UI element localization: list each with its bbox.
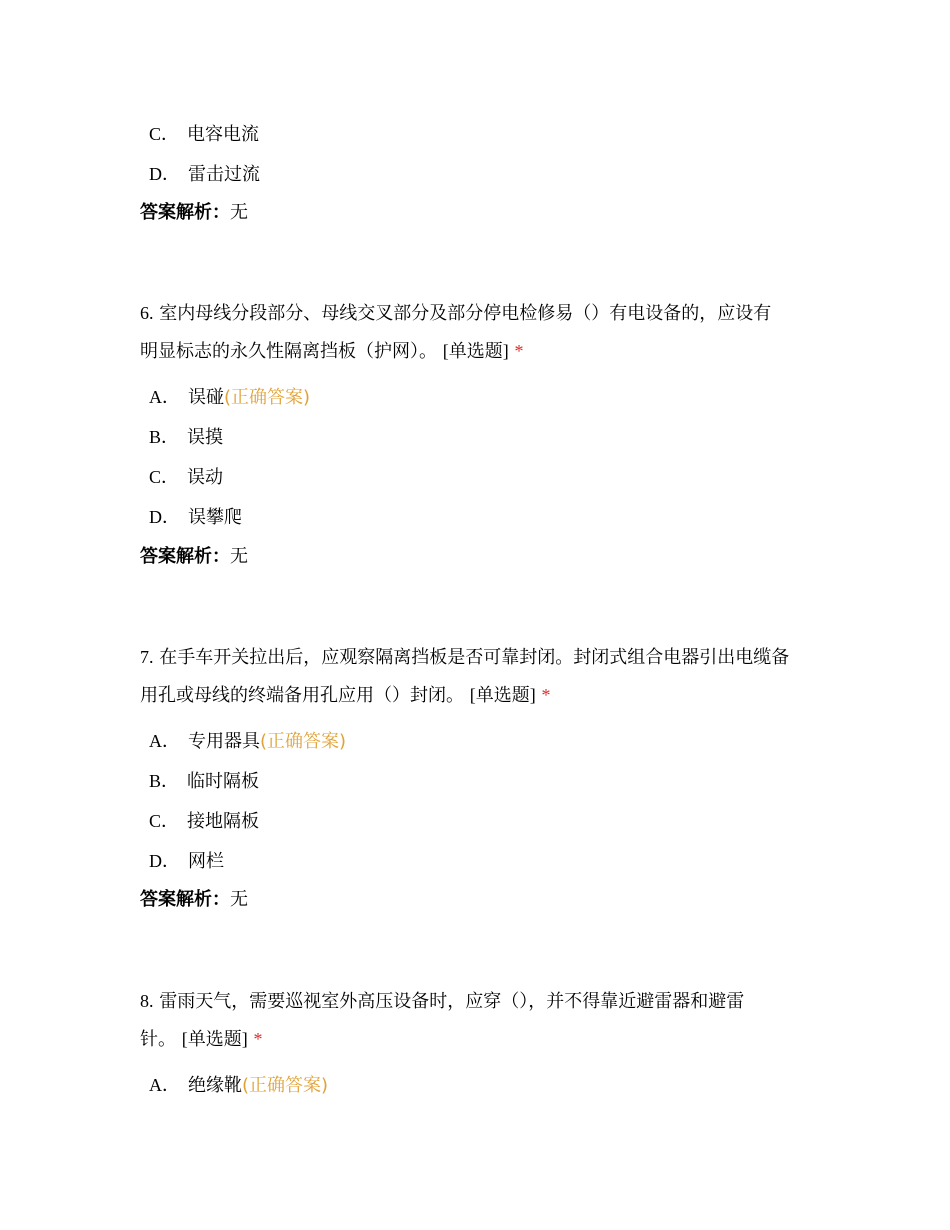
question-number: 8. — [140, 991, 154, 1011]
q6-analysis — [140, 545, 248, 569]
required-mark: * — [253, 1029, 263, 1049]
q6-option-c — [149, 465, 223, 490]
option-text: 误碰 — [188, 387, 224, 408]
q7-option-b — [149, 769, 259, 794]
correct-answer-tag: (正确答案) — [260, 731, 347, 752]
analysis-label: 答案解析： — [140, 546, 230, 567]
q8-text-line2 — [140, 1027, 262, 1052]
required-mark: * — [541, 685, 551, 705]
q6-option-a — [149, 385, 310, 410]
q5-option-d — [149, 162, 260, 187]
option-letter: A． — [149, 731, 180, 751]
required-mark: * — [514, 341, 524, 361]
question-text: 室内母线分段部分、母线交叉部分及部分停电检修易（）有电设备的，应设有 — [159, 303, 772, 324]
option-text: 误摸 — [187, 427, 224, 448]
correct-answer-tag: (正确答案) — [224, 387, 311, 408]
question-text-cont: 用孔或母线的终端备用孔应用（）封闭。 — [140, 685, 464, 706]
option-letter: C． — [149, 811, 180, 831]
option-text: 专用器具 — [188, 731, 260, 752]
option-letter: D． — [149, 507, 180, 527]
option-letter: C． — [149, 124, 180, 144]
option-text: 电容电流 — [187, 124, 260, 145]
question-text-cont: 明显标志的永久性隔离挡板（护网）。 — [140, 341, 437, 362]
q7-text-line2 — [140, 683, 550, 708]
option-letter: A． — [149, 387, 180, 407]
q7-option-a — [149, 729, 346, 754]
q6-option-b — [149, 425, 223, 450]
question-text-cont: 针。 — [140, 1029, 176, 1050]
q7-text-line1 — [140, 645, 789, 670]
question-number: 6. — [140, 303, 154, 323]
option-letter: B． — [149, 427, 180, 447]
option-letter: C． — [149, 467, 180, 487]
q8-option-a — [149, 1073, 328, 1098]
option-text: 网栏 — [188, 851, 224, 872]
q6-option-d — [149, 505, 242, 530]
analysis-value: 无 — [230, 889, 248, 910]
q5-option-c — [149, 122, 259, 147]
q6-text-line1 — [140, 301, 771, 326]
analysis-value: 无 — [230, 202, 248, 223]
analysis-label: 答案解析： — [140, 889, 230, 910]
q7-analysis — [140, 888, 248, 912]
q6-text-line2 — [140, 339, 523, 364]
q5-analysis — [140, 201, 248, 225]
q8-text-line1 — [140, 989, 744, 1014]
question-number: 7. — [140, 647, 154, 667]
option-letter: B． — [149, 771, 180, 791]
option-text: 临时隔板 — [187, 771, 260, 792]
option-text: 绝缘靴 — [188, 1075, 242, 1096]
option-text: 雷击过流 — [188, 164, 260, 185]
correct-answer-tag: (正确答案) — [242, 1075, 329, 1096]
q7-option-c — [149, 809, 259, 834]
question-text: 在手车开关拉出后，应观察隔离挡板是否可靠封闭。封闭式组合电器引出电缆备 — [159, 647, 790, 668]
question-type: [单选题] — [442, 341, 509, 361]
option-letter: D． — [149, 164, 180, 184]
option-text: 误动 — [187, 467, 224, 488]
option-text: 误攀爬 — [188, 507, 242, 528]
analysis-label: 答案解析： — [140, 202, 230, 223]
q7-option-d — [149, 849, 224, 874]
analysis-value: 无 — [230, 546, 248, 567]
question-text: 雷雨天气，需要巡视室外高压设备时，应穿（），并不得靠近避雷器和避雷 — [159, 991, 745, 1012]
question-type: [单选题] — [469, 685, 536, 705]
question-type: [单选题] — [181, 1029, 248, 1049]
option-text: 接地隔板 — [187, 811, 260, 832]
option-letter: A． — [149, 1075, 180, 1095]
option-letter: D． — [149, 851, 180, 871]
